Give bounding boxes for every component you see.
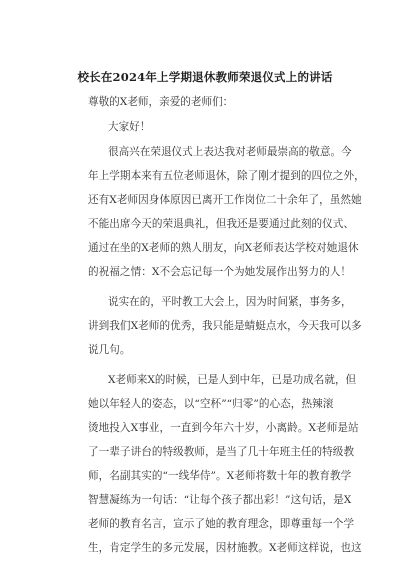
body-line: 生，肯定学生的多元发展，因材施教。X老师这样说，也这 xyxy=(88,542,362,554)
body-line: 师，名副其实的“一线华侍”。X老师将数十年的教育教学 xyxy=(88,470,352,482)
body-line: 老师的教育名言，宣示了她的教育理念，即尊重每一个学 xyxy=(88,518,355,530)
body-line: 还有X老师因身体原因已离开工作岗位二十余年了，虽然她 xyxy=(88,194,362,206)
body-line: 的祝福之情：X不会忘记每一个为她发展作出努力的人！ xyxy=(88,266,352,278)
body-line: 年上学期本来有五位老师退休，除了刚才提到的四位之外， xyxy=(88,170,365,182)
salutation-line: 尊敬的X老师，亲爱的老师们： xyxy=(88,96,234,108)
body-line: 她以年轻人的姿态，以“空杯”“归零”的心态，热辣滚 xyxy=(88,398,334,410)
body-line: 烫地投入X事业，一直到今年六十岁，小离龄。X老师是站 xyxy=(88,422,359,434)
body-line: 说几句。 xyxy=(88,344,131,356)
body-line: 智慧凝练为一句话：“让每个孩子都出彩！”这句话，是X xyxy=(88,494,352,506)
greeting-line: 大家好！ xyxy=(108,121,151,133)
body-line: 了一辈子讲台的特级教师，是当了几十年班主任的特级教 xyxy=(88,446,355,458)
document-title: 校长在2024年上学期退休教师荣退仪式上的讲话 xyxy=(77,70,333,84)
body-line: 不能出席今天的荣退典礼，但我还是要通过此刻的仪式、 xyxy=(88,218,355,230)
body-line: 通过在坐的X老师的熟人朋友，向X老师表达学校对她退休 xyxy=(88,242,359,254)
body-line: X老师来X的时候，已是人到中年，已是功成名就，但 xyxy=(108,374,357,386)
body-line: 说实在的，平时教工大会上，因为时间紧，事务多， xyxy=(108,296,352,308)
body-line: 讲到我们X老师的优秀，我只能是蜻蜓点水，今天我可以多 xyxy=(88,320,362,332)
body-line: 很高兴在荣退仪式上表达我对老师最崇高的敬意。今 xyxy=(108,146,352,158)
